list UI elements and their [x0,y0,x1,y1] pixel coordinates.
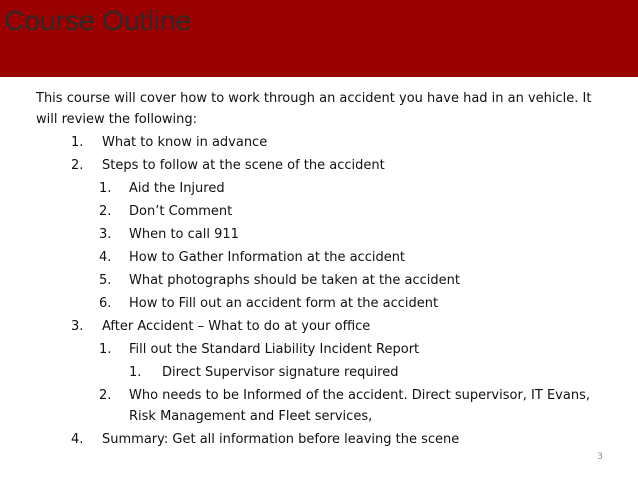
item-number: 3. [99,227,112,242]
outline-subitem [36,247,606,268]
outline-subitem [36,385,606,427]
item-number: 4. [71,432,84,447]
item-text: How to Fill out an accident form at the accident [129,296,439,311]
intro-text: This course will cover how to work through an accident you have had in an vehicle. It will review the following: [36,91,592,127]
item-text: What to know in advance [102,135,268,150]
title-bar [0,0,638,77]
slide-title: Course Outline [4,5,191,36]
outline-item [36,316,606,337]
outline-item [36,132,606,153]
item-number: 1. [129,365,142,380]
item-text: After Accident – What to do at your office [102,319,371,334]
item-text: Summary: Get all information before leaving the scene [102,432,460,447]
item-number: 3. [71,319,84,334]
item-number: 2. [71,158,84,173]
page-number: 3 [597,452,603,462]
item-number: 6. [99,296,112,311]
item-number: 4. [99,250,112,265]
outline-subitem [36,224,606,245]
item-number: 2. [99,204,112,219]
item-text: Fill out the Standard Liability Incident Report [129,342,420,357]
item-number: 1. [99,181,112,196]
item-text: Aid the Injured [129,181,225,196]
item-text: When to call 911 [129,227,239,242]
outline-subsubitem [36,362,606,383]
outline-subitem [36,293,606,314]
item-number: 5. [99,273,112,288]
item-text: Don’t Comment [129,204,233,219]
slide-body [36,88,606,450]
item-text: Steps to follow at the scene of the accident [102,158,385,173]
item-number: 2. [99,388,112,403]
item-text: Direct Supervisor signature required [162,365,399,380]
item-number: 1. [71,135,84,150]
item-text: Who needs to be Informed of the accident. Direct supervisor, IT Evans, Risk Management and Fleet services, [129,388,590,424]
outline-item [36,429,606,450]
outline-item [36,155,606,176]
outline-subitem [36,178,606,199]
item-text: What photographs should be taken at the accident [129,273,460,288]
outline-subitem [36,201,606,222]
outline-subitem [36,270,606,291]
outline-subitem [36,339,606,360]
item-text: How to Gather Information at the accident [129,250,406,265]
item-number: 1. [99,342,112,357]
